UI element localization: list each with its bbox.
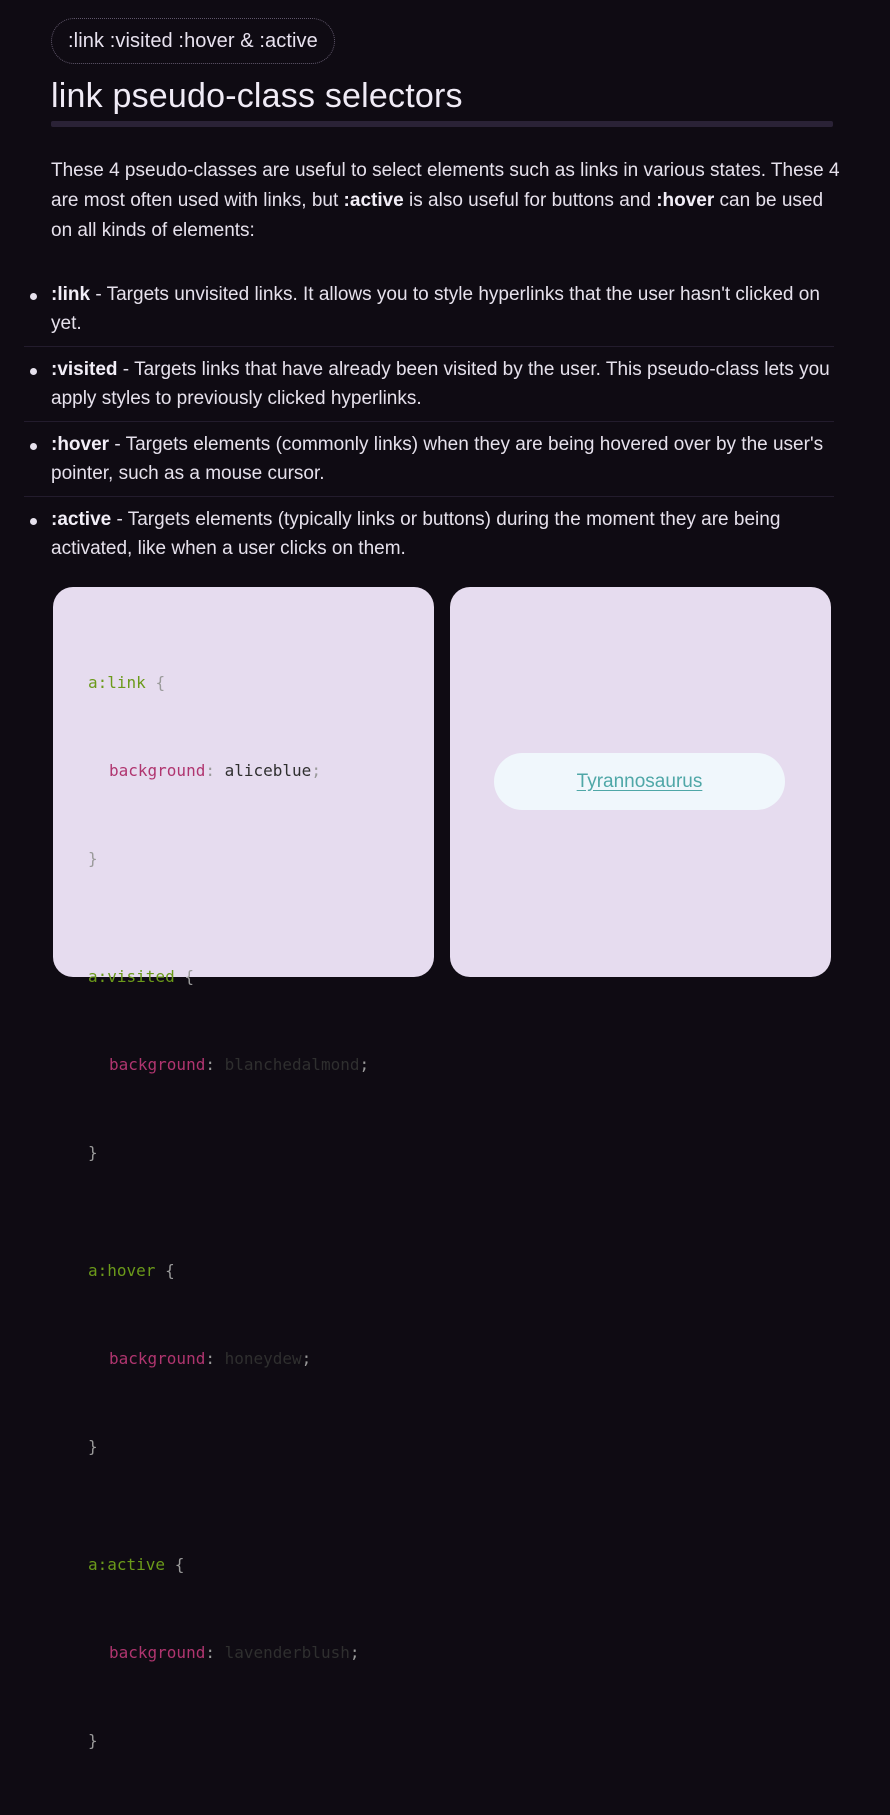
bullet-dot-icon xyxy=(30,368,37,375)
demo-output-panel xyxy=(450,587,831,977)
bullet-dot-icon xyxy=(30,293,37,300)
code-semicolon: ; xyxy=(349,1643,360,1663)
code-selector: a:active xyxy=(88,1555,166,1574)
code-semicolon: ; xyxy=(359,1055,370,1075)
code-open-brace: { xyxy=(165,1260,175,1280)
code-open-brace: { xyxy=(184,966,194,986)
code-line xyxy=(88,1432,434,1461)
bullet-text: - Targets links that have already been visited by the user. This pseudo-class lets you apply styles to previously clicked hyperlinks. xyxy=(51,359,830,409)
demo-link-tyrannosaurus[interactable]: Tyrannosaurus xyxy=(494,753,785,810)
code-close-brace: } xyxy=(88,1143,98,1163)
section-tag: :link :visited :hover & :active xyxy=(51,18,335,64)
bullet-text: - Targets elements (typically links or buttons) during the moment they are being activated, like when a user clicks on them. xyxy=(51,509,781,559)
code-semicolon: ; xyxy=(311,761,321,781)
list-item xyxy=(24,278,834,347)
code-value: blanchedalmond xyxy=(224,1055,360,1075)
code-value: honeydew xyxy=(224,1349,302,1369)
code-selector: a:visited xyxy=(88,966,175,986)
bullet-term: :active xyxy=(51,509,112,530)
code-semicolon: ; xyxy=(301,1349,312,1369)
intro-strong-active: :active xyxy=(343,190,404,211)
code-line xyxy=(88,962,434,991)
code-line xyxy=(88,1138,434,1167)
bullet-term: :link xyxy=(51,284,91,305)
intro-paragraph xyxy=(51,156,841,246)
code-colon: : xyxy=(205,1055,215,1075)
code-property: background xyxy=(109,1643,206,1663)
code-line xyxy=(88,1256,434,1285)
code-line xyxy=(88,1726,434,1755)
bullet-text: - Targets elements (commonly links) when they are being hovered over by the user's pointer, such as a mouse cursor. xyxy=(51,434,824,484)
intro-strong-hover: :hover xyxy=(656,190,715,211)
bullet-dot-icon xyxy=(30,518,37,525)
intro-text-3: can be used on all kinds of elements: xyxy=(51,190,824,241)
code-line xyxy=(88,1638,434,1667)
code-value: lavenderblush xyxy=(224,1643,350,1663)
page-title: link pseudo-class selectors xyxy=(51,77,463,115)
bullet-dot-icon xyxy=(30,443,37,450)
code-line xyxy=(88,844,434,873)
code-open-brace: { xyxy=(155,672,166,692)
code-property: background xyxy=(109,1349,206,1369)
list-item xyxy=(24,353,834,422)
bullet-term: :hover xyxy=(51,434,110,455)
code-value: aliceblue xyxy=(224,761,312,781)
bullet-term: :visited xyxy=(51,359,118,380)
list-item xyxy=(24,428,834,497)
code-colon: : xyxy=(205,1643,215,1663)
code-colon: : xyxy=(205,1349,215,1369)
code-property: background xyxy=(109,1055,206,1075)
title-underline xyxy=(51,121,833,127)
code-line xyxy=(88,1050,434,1079)
intro-text-2: is also useful for buttons and xyxy=(403,190,657,211)
code-example-panel xyxy=(53,587,434,1751)
bullet-text: - Targets unvisited links. It allows you to style hyperlinks that the user hasn't clicked on yet. xyxy=(51,284,820,334)
code-close-brace: } xyxy=(88,1731,98,1751)
pseudo-class-list xyxy=(24,278,834,577)
code-colon: : xyxy=(205,761,215,781)
code-property: background xyxy=(109,761,206,781)
code-close-brace: } xyxy=(88,849,98,869)
code-selector: a:link xyxy=(88,672,146,692)
list-item xyxy=(24,503,834,571)
code-selector: a:hover xyxy=(88,1260,156,1280)
code-line xyxy=(88,756,434,785)
code-open-brace: { xyxy=(174,1555,185,1574)
code-close-brace: } xyxy=(88,1437,98,1457)
css-code-block xyxy=(88,609,434,1815)
code-line xyxy=(88,668,434,697)
code-line xyxy=(88,1344,434,1373)
intro-text-1: These 4 pseudo-classes are useful to select elements such as links in various states. These 4 are most often used with links, but xyxy=(51,160,840,211)
code-line xyxy=(88,1550,434,1579)
